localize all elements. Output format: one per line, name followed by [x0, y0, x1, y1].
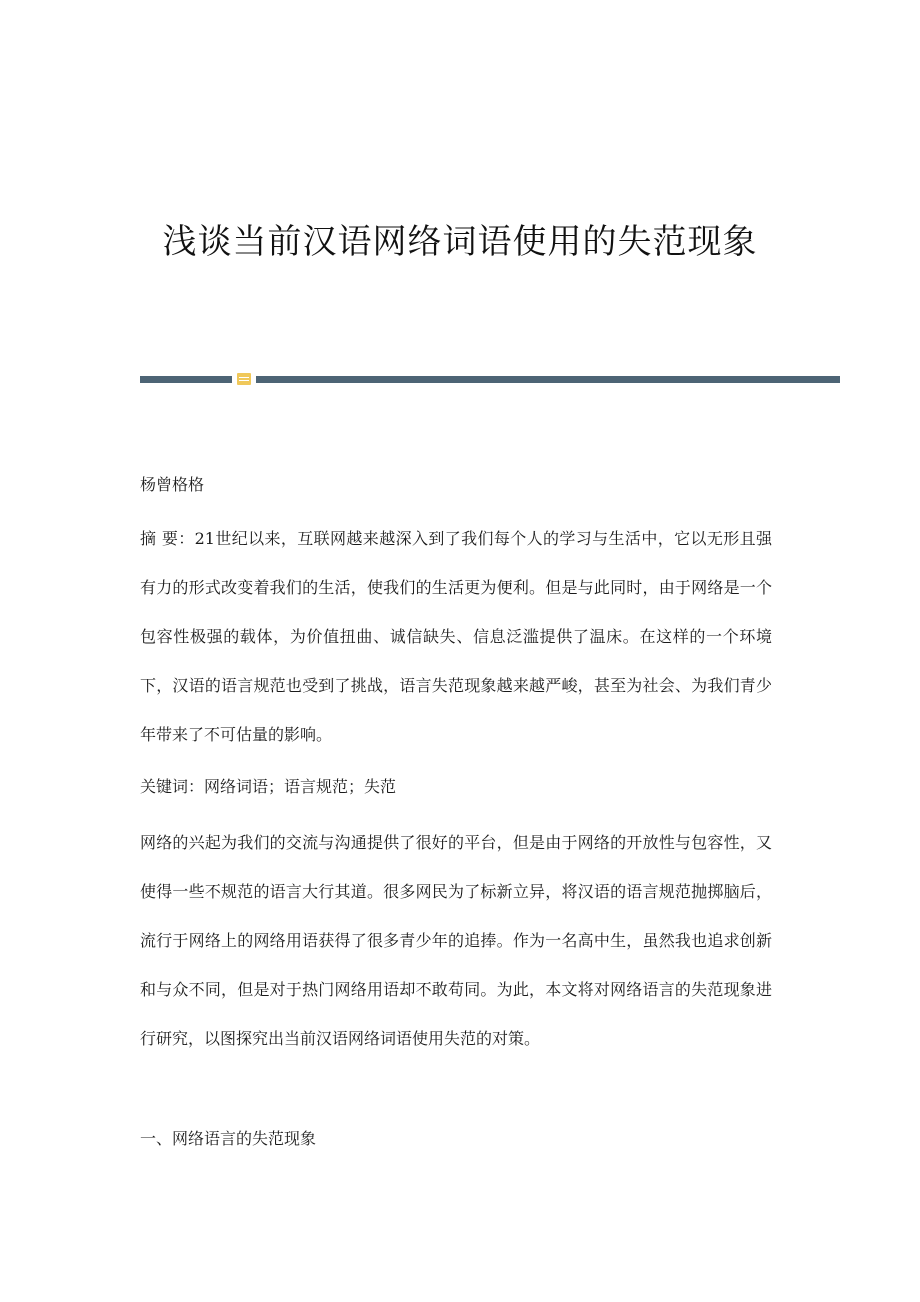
abstract-paragraph: 摘 要：21世纪以来，互联网越来越深入到了我们每个人的学习与生活中，它以无形且强有力的形式改变着我们的生活，使我们的生活更为便利。但是与此同时，由于网络是一个包容性极强的载体，为价值扭曲、诚信缺失、信息泛滥提供了温床。在这样的一个环境下，汉语的语言规范也受到了挑战，语言失范现象越来越严峻，甚至为社会、为我们青少年带来了不可估量的影响。 [140, 529, 772, 744]
intro-paragraph: 网络的兴起为我们的交流与沟通提供了很好的平台，但是由于网络的开放性与包容性，又使得一些不规范的语言大行其道。很多网民为了标新立异，将汉语的语言规范抛掷脑后，流行于网络上的网络用语获得了很多青少年的追捧。作为一名高中生，虽然我也追求创新和与众不同，但是对于热门网络用语却不敢苟同。为此，本文将对网络语言的失范现象进行研究，以图探究出当前汉语网络词语使用失范的对策。 [140, 833, 772, 1048]
keywords-line: 关键词：网络词语；语言规范；失范 [140, 777, 397, 796]
divider-bar-left [140, 376, 232, 383]
divider-bar-right [256, 376, 840, 383]
divider-ornament-icon [237, 373, 251, 385]
author-name: 杨曾格格 [140, 475, 205, 494]
document-title: 浅谈当前汉语网络词语使用的失范现象 [162, 222, 758, 262]
section-heading: 一、网络语言的失范现象 [140, 1129, 317, 1148]
title-divider [140, 373, 840, 385]
